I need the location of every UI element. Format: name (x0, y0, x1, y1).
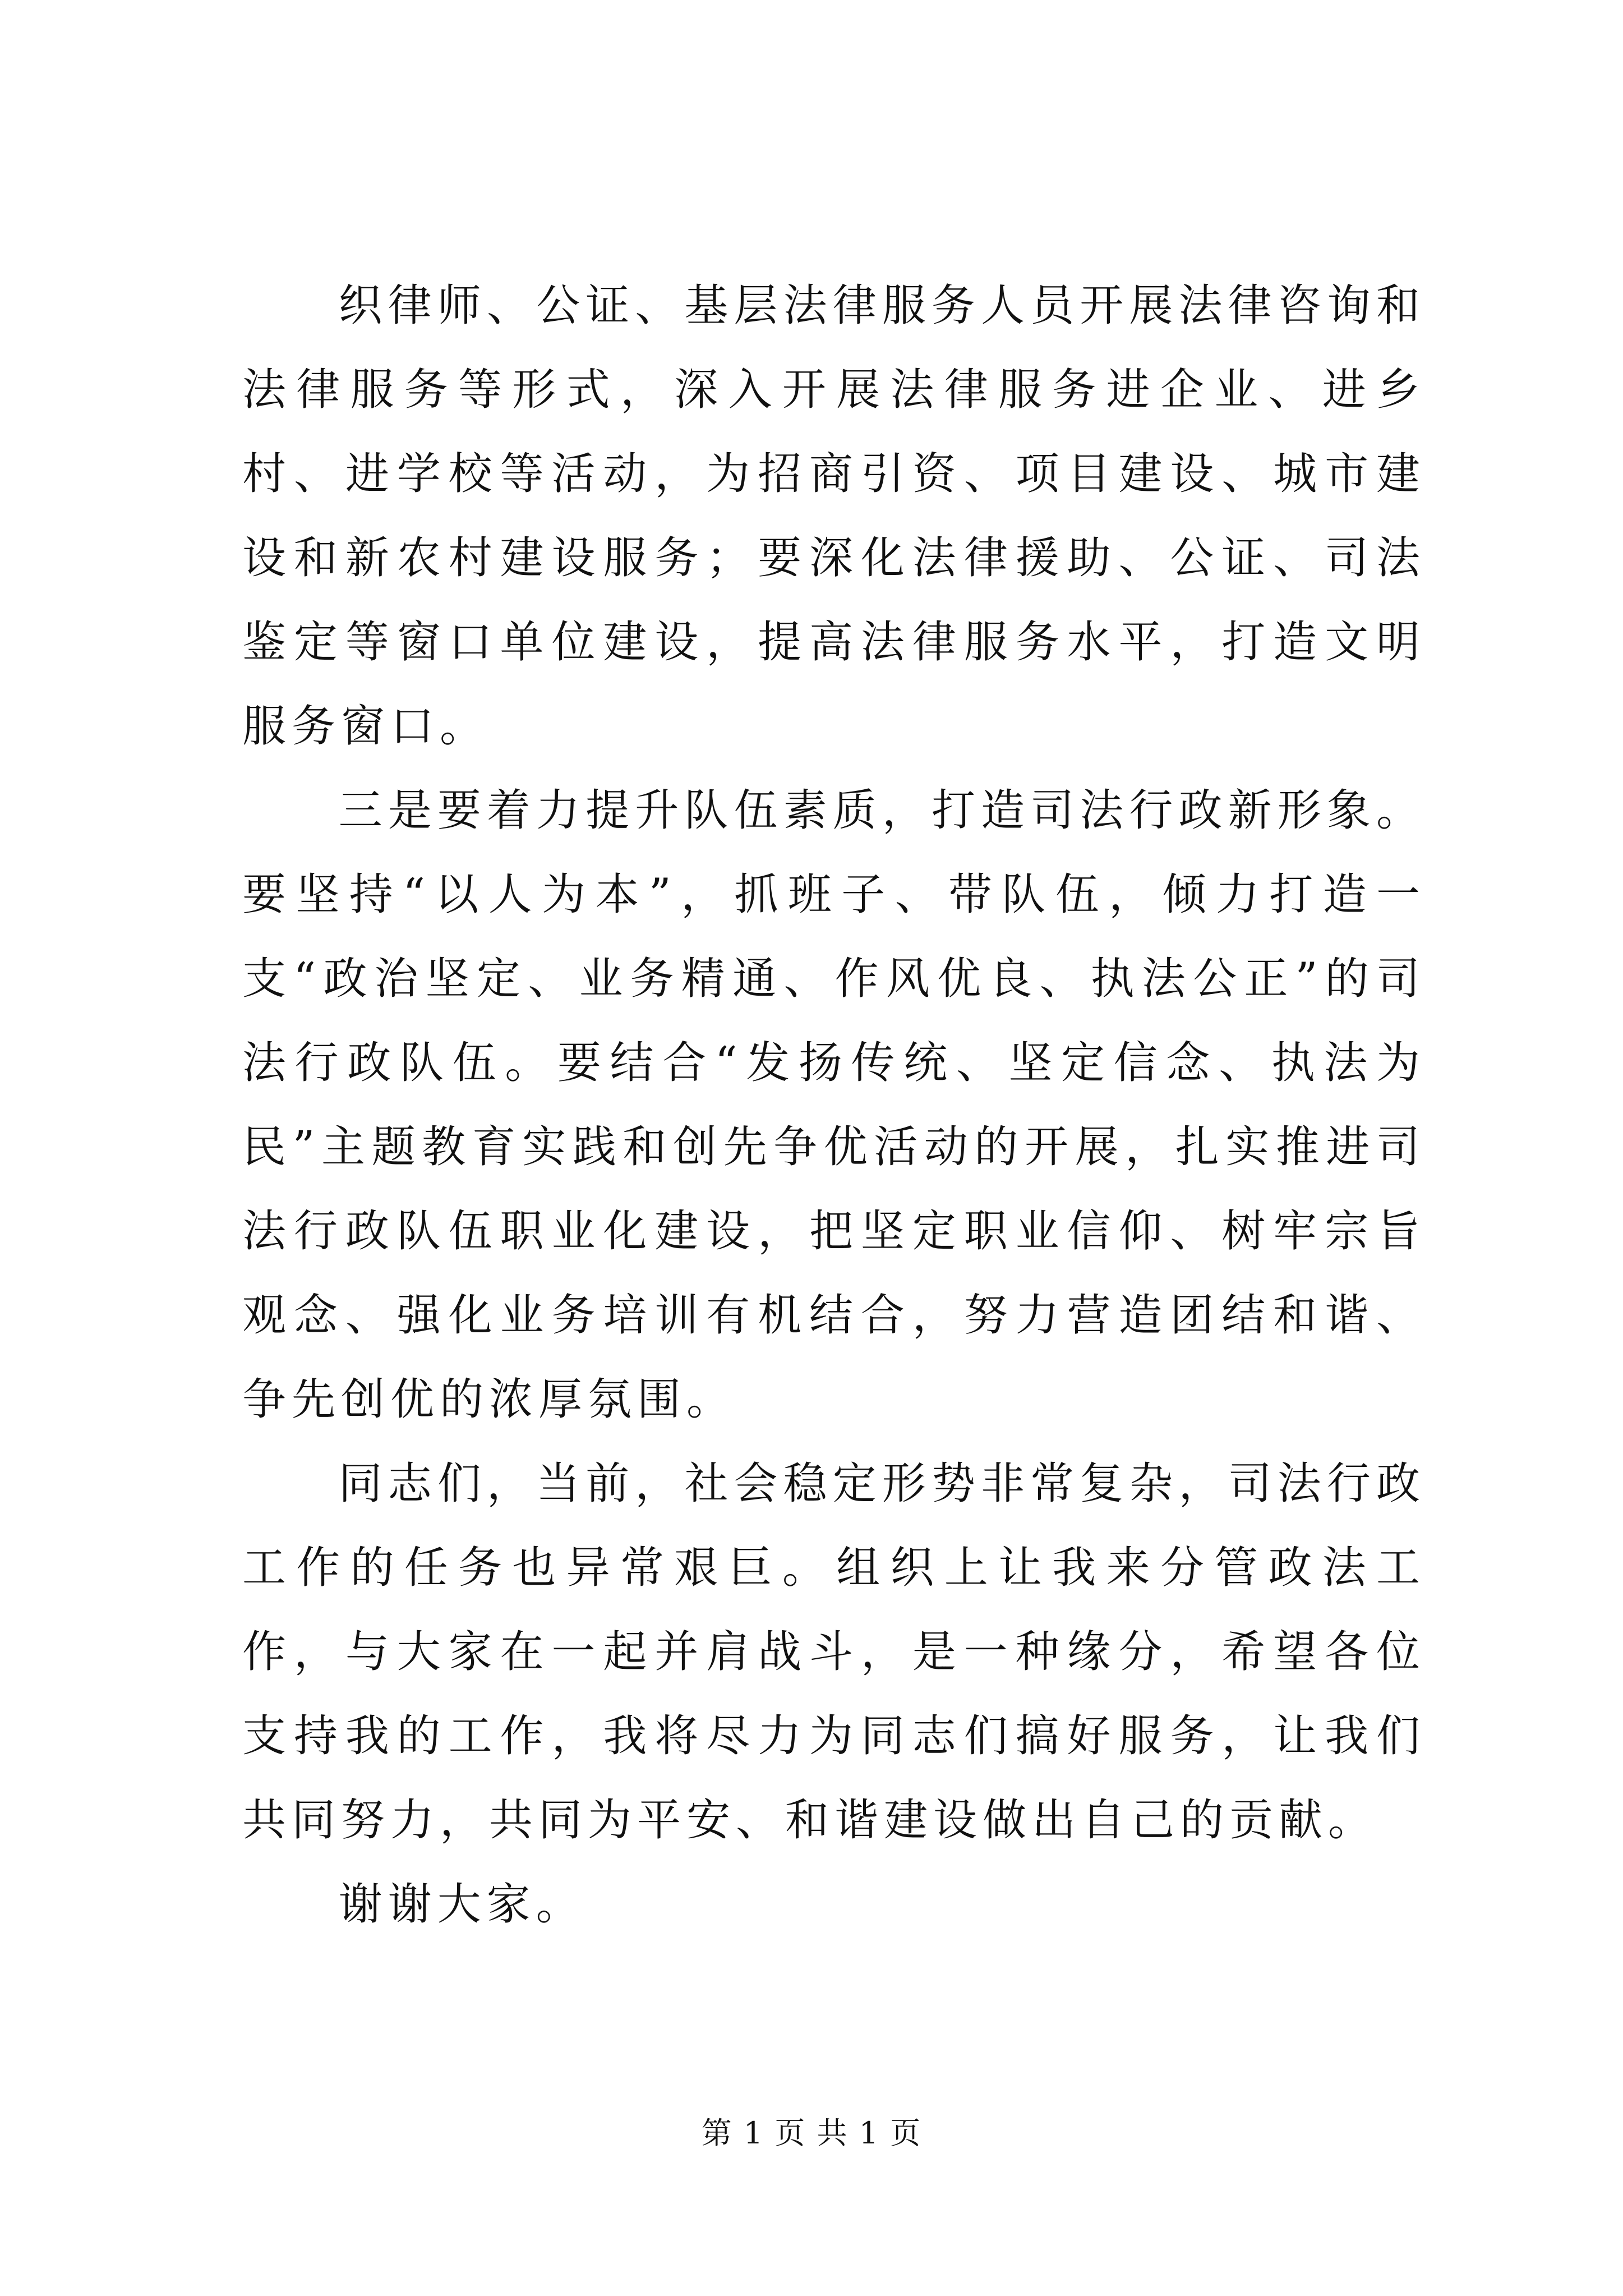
paragraph-thanks: 谢谢大家。 (338, 1879, 585, 1930)
document-body (242, 264, 1426, 1947)
paragraph-legal-services: 织律师、公证、基层法律服务人员开展法律咨询和法律服务等形式，深入开展法律服务进企业、进乡村、进学校等活动，为招商引资、项目建设、城市建设和新农村建设服务；要深化法律援助、公证、司法鉴定等窗口单位建设，提高法律服务水平，打造文明服务窗口。 (242, 280, 1426, 752)
page-number: 第 1 页 共 1 页 (701, 2115, 922, 2151)
paragraph-closing-remarks: 同志们，当前，社会稳定形势非常复杂，司法行政工作的任务也异常艰巨。组织上让我来分管政法工作，与大家在一起并肩战斗，是一种缘分，希望各位支持我的工作，我将尽力为同志们搞好服务，让我们共同努力，共同为平安、和谐建设做出自己的贡献。 (242, 1458, 1426, 1846)
paragraph-team-quality: 三是要着力提升队伍素质，打造司法行政新形象。要坚持“以人为本”，抓班子、带队伍，倾力打造一支“政治坚定、业务精通、作风优良、执法公正”的司法行政队伍。要结合“发扬传统、坚定信念、执法为民”主题教育实践和创先争优活动的开展，扎实推进司法行政队伍职业化建设，把坚定职业信仰、树牢宗旨观念、强化业务培训有机结合，努力营造团结和谐、争先创优的浓厚氛围。 (242, 785, 1426, 1425)
